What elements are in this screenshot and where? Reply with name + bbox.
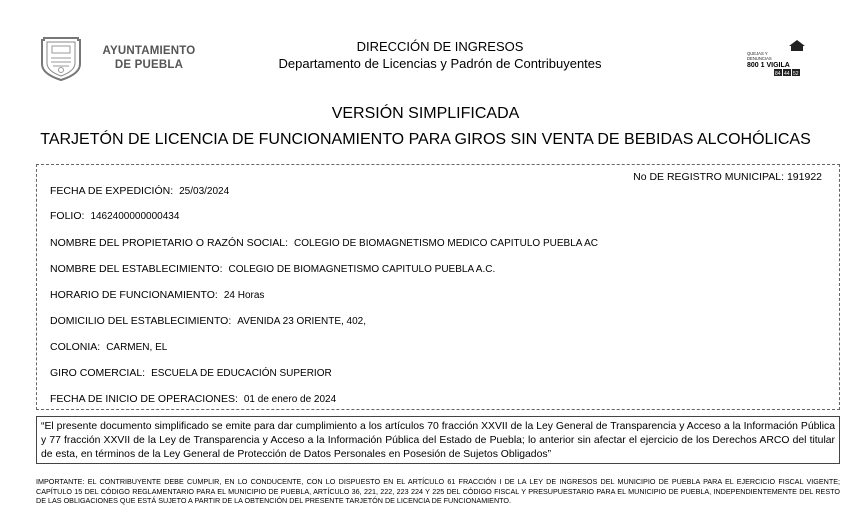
field-value: 1462400000000434	[90, 211, 180, 222]
org-name-line1: AYUNTAMIENTO	[102, 45, 196, 57]
field-folio	[50, 210, 179, 223]
org-name-line2: DE PUEBLA	[114, 59, 184, 71]
vigila-line2: DENUNCIAS	[747, 56, 772, 61]
field-label: COLONIA:	[50, 341, 101, 353]
field-value: COLEGIO DE BIOMAGNETISMO CAPITULO PUEBLA A.C.	[228, 264, 496, 275]
field-value: COLEGIO DE BIOMAGNETISMO MEDICO CAPITULO PUEBLA AC	[294, 238, 598, 249]
field-value: CARMEN, EL	[106, 342, 168, 353]
field-domicilio	[50, 315, 366, 328]
field-value: AVENIDA 23 ORIENTE, 402,	[237, 316, 367, 327]
field-value: 24 Horas	[223, 290, 265, 301]
field-horario	[50, 289, 264, 302]
department-subtitle: Departamento de Licencias y Padrón de Contribuyentes	[278, 56, 602, 71]
field-value: 25/03/2024	[179, 186, 230, 197]
vigila-digit: 84	[775, 71, 781, 77]
field-label: HORARIO DE FUNCIONAMIENTO:	[50, 289, 218, 301]
municipal-registration-number: No DE REGISTRO MUNICIPAL: 191922	[633, 171, 822, 183]
vigila-number: 800 1 VIGILA	[747, 62, 790, 69]
vigila-digit: 44	[784, 71, 790, 77]
field-label: GIRO COMERCIAL:	[50, 367, 146, 379]
document-subtitle: TARJETÓN DE LICENCIA DE FUNCIONAMIENTO PARA GIROS SIN VENTA DE BEBIDAS ALCOHÓLICAS	[40, 131, 811, 148]
field-value: ESCUELA DE EDUCACIÓN SUPERIOR	[151, 368, 332, 379]
vigila-digit: 52	[793, 71, 799, 77]
field-propietario	[50, 237, 598, 250]
vigila-hotline-logo	[745, 38, 825, 82]
field-label: DOMICILIO DEL ESTABLECIMIENTO:	[50, 315, 232, 327]
important-notice: IMPORTANTE: EL CONTRIBUYENTE DEBE CUMPLIR, EN LO CONDUCENTE, CON LO DISPUESTO EN EL ARTÍCULO 61 FRACCIÓN I DE LA LEY DE INGRESOS DEL MUNICIPIO DE PUEBLA PARA EL EJERCICIO FISCAL VIGENTE; CAPÍTULO 15 DEL CÓDIGO REGLAMENTARIO PARA EL MUNICIPIO DE PUEBLA, ARTÍCULO 36, 221, 222, 223 224 Y 225 DEL CÓDIGO FISCAL Y PRESUPUESTARIO PARA EL MUNICIPIO DE PUEBLA, INDEPENDIENTEMENTE DEL RESTO DE LAS OBLIGACIONES QUE ESTÁ SUJETO A PARTIR DE LA OBTENCIÓN DEL PRESENTE TARJETÓN DE LICENCIA DE FUNCIONAMIENTO.	[36, 477, 840, 506]
department-title: DIRECCIÓN DE INGRESOS	[356, 39, 524, 54]
field-establecimiento	[50, 263, 495, 276]
field-fecha-expedicion	[50, 185, 229, 198]
field-label: NOMBRE DEL ESTABLECIMIENTO:	[50, 263, 223, 275]
field-colonia	[50, 341, 167, 354]
field-inicio-operaciones	[50, 393, 336, 406]
vigila-line1: QUEJAS Y	[747, 51, 768, 56]
ayuntamiento-seal-icon	[36, 32, 86, 82]
field-giro-comercial	[50, 367, 332, 380]
field-label: FECHA DE INICIO DE OPERACIONES:	[50, 393, 238, 405]
document-title: VERSIÓN SIMPLIFICADA	[331, 105, 520, 122]
field-label: FECHA DE EXPEDICIÓN:	[50, 185, 174, 197]
field-label: FOLIO:	[50, 210, 85, 222]
organization-name	[94, 44, 204, 72]
transparency-legal-note: “El presente documento simplificado se emite para dar cumplimiento a los artículos 70 fracción XXVII de la Ley General de Transparencia y Acceso a la Información Pública y 77 fracción XXVII de la Ley de Transparencia y Acceso a la Información Pública del Estado de Puebla; lo anterior sin afectar el ejercicio de los Derechos ARCO del titular de esta, en términos de la Ley General de Protección de Datos Personales en Posesión de Sujetos Obligados”	[36, 416, 840, 464]
field-value: 01 de enero de 2024	[243, 394, 337, 405]
field-label: NOMBRE DEL PROPIETARIO O RAZÓN SOCIAL:	[50, 237, 289, 249]
